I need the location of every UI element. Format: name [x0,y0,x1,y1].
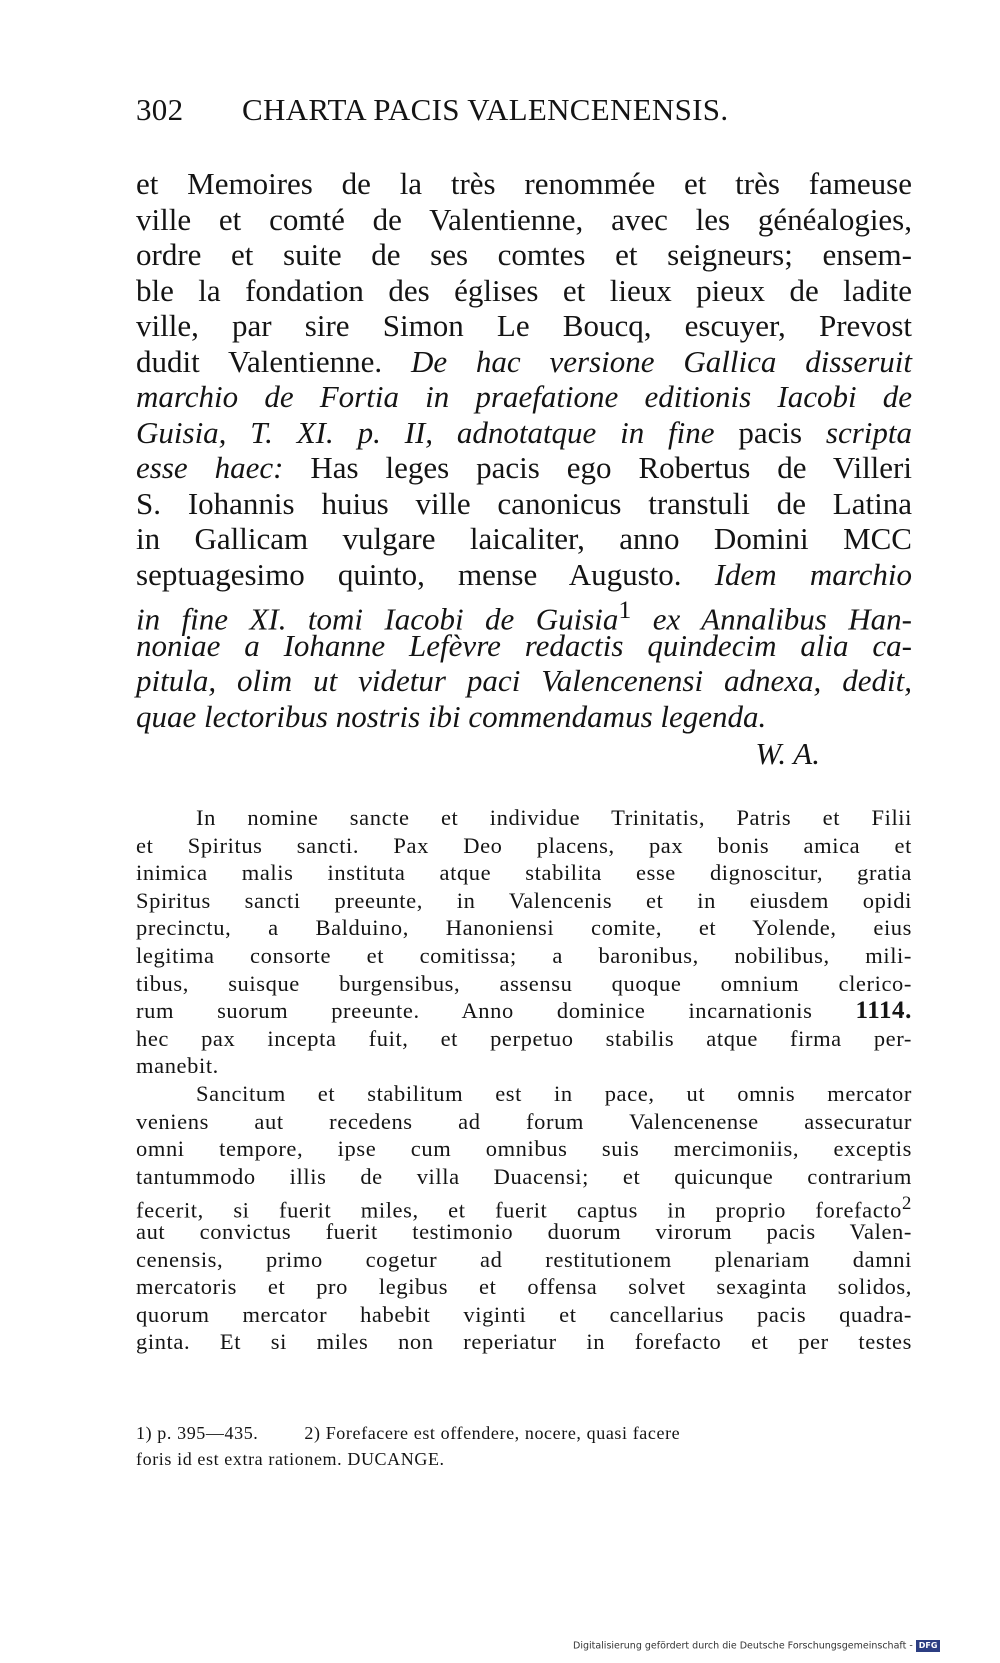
intro-line: S. Iohannis huius ville canonicus transtuli de Latina [136,485,912,521]
intro-line: ville et comté de Valentienne, avec les généalogies, [136,201,912,237]
editor-signature: W. A. [755,736,820,771]
charter-text-run: rum suorum preeunte. Anno dominice incarnationis [136,998,813,1024]
footnote-2-continuation: foris id est extra rationem. [136,1449,343,1469]
intro-roman-text: pacis [738,414,803,450]
charter-line: ginta. Et si miles non reperiatur in forefacto et per testes [136,1329,912,1355]
footnote-ref: 1 [618,595,632,624]
charter-line: et Spiritus sancti. Pax Deo placens, pax bonis amica et [136,832,912,858]
intro-italic-text: Idem marchio [714,556,912,592]
footnote-2: 2) Forefacere est offendere, nocere, quasi facere [304,1423,681,1443]
charter-text [136,804,912,1356]
dfg-logo-icon: DFG [916,1640,941,1652]
intro-line: ordre et suite de ses comtes et seigneurs; ensem- [136,237,912,272]
intro-roman-text: septuagesimo quinto, mense Augusto. [136,556,682,592]
charter-line: quorum mercator habebit viginti et cancellarius pacis quadra- [136,1301,912,1327]
charter-line: Spiritus sancti preeunte, in Valencenis et in eiusdem opidi [136,887,912,913]
footnote-line [136,1446,912,1472]
charter-line: cenensis, primo cogetur ad restitutionem plenariam damni [136,1246,912,1272]
editorial-introduction [136,166,912,774]
charter-line: hec pax incepta fuit, et perpetuo stabilis atque firma per- [136,1025,912,1051]
charter-line: tibus, suisque burgensibus, assensu quoque omnium clerico- [136,970,912,996]
intro-roman-text: Has leges pacis ego Robertus de Villeri [310,450,912,485]
intro-line [136,344,912,380]
intro-italic-text: marchio de Fortia in praefatione editionis Iacobi de [136,379,912,414]
intro-line [136,415,912,451]
charter-line: inimica malis instituta atque stabilita esse dignoscitur, gratia [136,860,912,886]
intro-line [136,663,912,699]
charter-line: manebit. [136,1053,219,1079]
intro-italic-text: ex Annalibus Han- [652,601,913,637]
intro-italic-text: Guisia, T. XI. p. II, adnotatque in fine [136,414,715,450]
intro-italic-text: pitula, olim ut videtur paci Valencenensi adnexa, dedit, [136,663,912,698]
intro-line [136,628,912,664]
running-title: CHARTA PACIS VALENCENENSIS. [242,92,729,127]
charter-line: aut convictus fuerit testimonio duorum virorum pacis Valen- [136,1218,912,1244]
charter-text-run: fecerit, si fuerit miles, et fuerit captus in proprio forefacto [136,1197,903,1223]
intro-line [136,699,912,735]
running-header [136,92,796,136]
charter-line [136,997,912,1025]
footnote-ref: 2 [902,1193,912,1215]
charter-line: veniens aut recedens ad forum Valencenense assecuratur [136,1108,912,1134]
charter-line: omni tempore, ipse cum omnibus suis mercimoniis, exceptis [136,1136,912,1162]
charter-line [136,1190,912,1223]
credit-text: Digitalisierung gefördert durch die Deutsche Forschungsgemeinschaft - [573,1640,913,1652]
intro-line: ville, par sire Simon Le Boucq, escuyer, Prevost [136,308,912,343]
intro-italic-text: quae lectoribus nostris ibi commendamus legenda. [136,698,767,734]
intro-italic-text: scripta [825,414,912,450]
charter-line: tantummodo illis de villa Duacensi; et quicunque contrarium [136,1163,912,1189]
charter-year: 1114. [855,997,912,1025]
charter-line: Sancitum et stabilitum est in pace, ut omnis mercator [196,1080,912,1106]
charter-line: In nomine sancte et individue Trinitatis, Patris et Filii [196,805,912,830]
charter-line: mercatoris et pro legibus et offensa solvet sexaginta solidos, [136,1274,912,1300]
intro-line: et Memoires de la très renommée et très fameuse [136,166,912,201]
footnote-source: DUCANGE. [347,1449,445,1469]
charter-line: legitima consorte et comitissa; a baronibus, nobilibus, mili- [136,942,912,968]
footnote-line [136,1420,912,1446]
intro-italic-text: in fine XI. tomi Iacobi de Guisia [136,601,619,637]
intro-line: ble la fondation des églises et lieux pieux de ladite [136,272,912,308]
intro-line [136,592,913,637]
intro-italic-text: esse haec: [136,450,284,485]
charter-line: precinctu, a Balduino, Hanoniensi comite, et Yolende, eius [136,915,912,941]
intro-roman-text: dudit Valentienne. [136,343,383,379]
intro-italic-text: De hac versione Gallica disseruit [410,343,913,379]
digitization-credit [573,1640,1000,1660]
footnote-1: 1) p. 395—435. [136,1423,259,1443]
intro-line [136,450,912,486]
intro-italic-text: noniae a Iohanne Lefèvre redactis quindecim alia ca- [136,627,912,663]
page-number: 302 [136,92,184,127]
footnotes [136,1420,912,1472]
intro-line [136,557,912,593]
intro-line: in Gallicam vulgare laicaliter, anno Domini MCC [136,521,912,556]
intro-line [136,379,912,415]
